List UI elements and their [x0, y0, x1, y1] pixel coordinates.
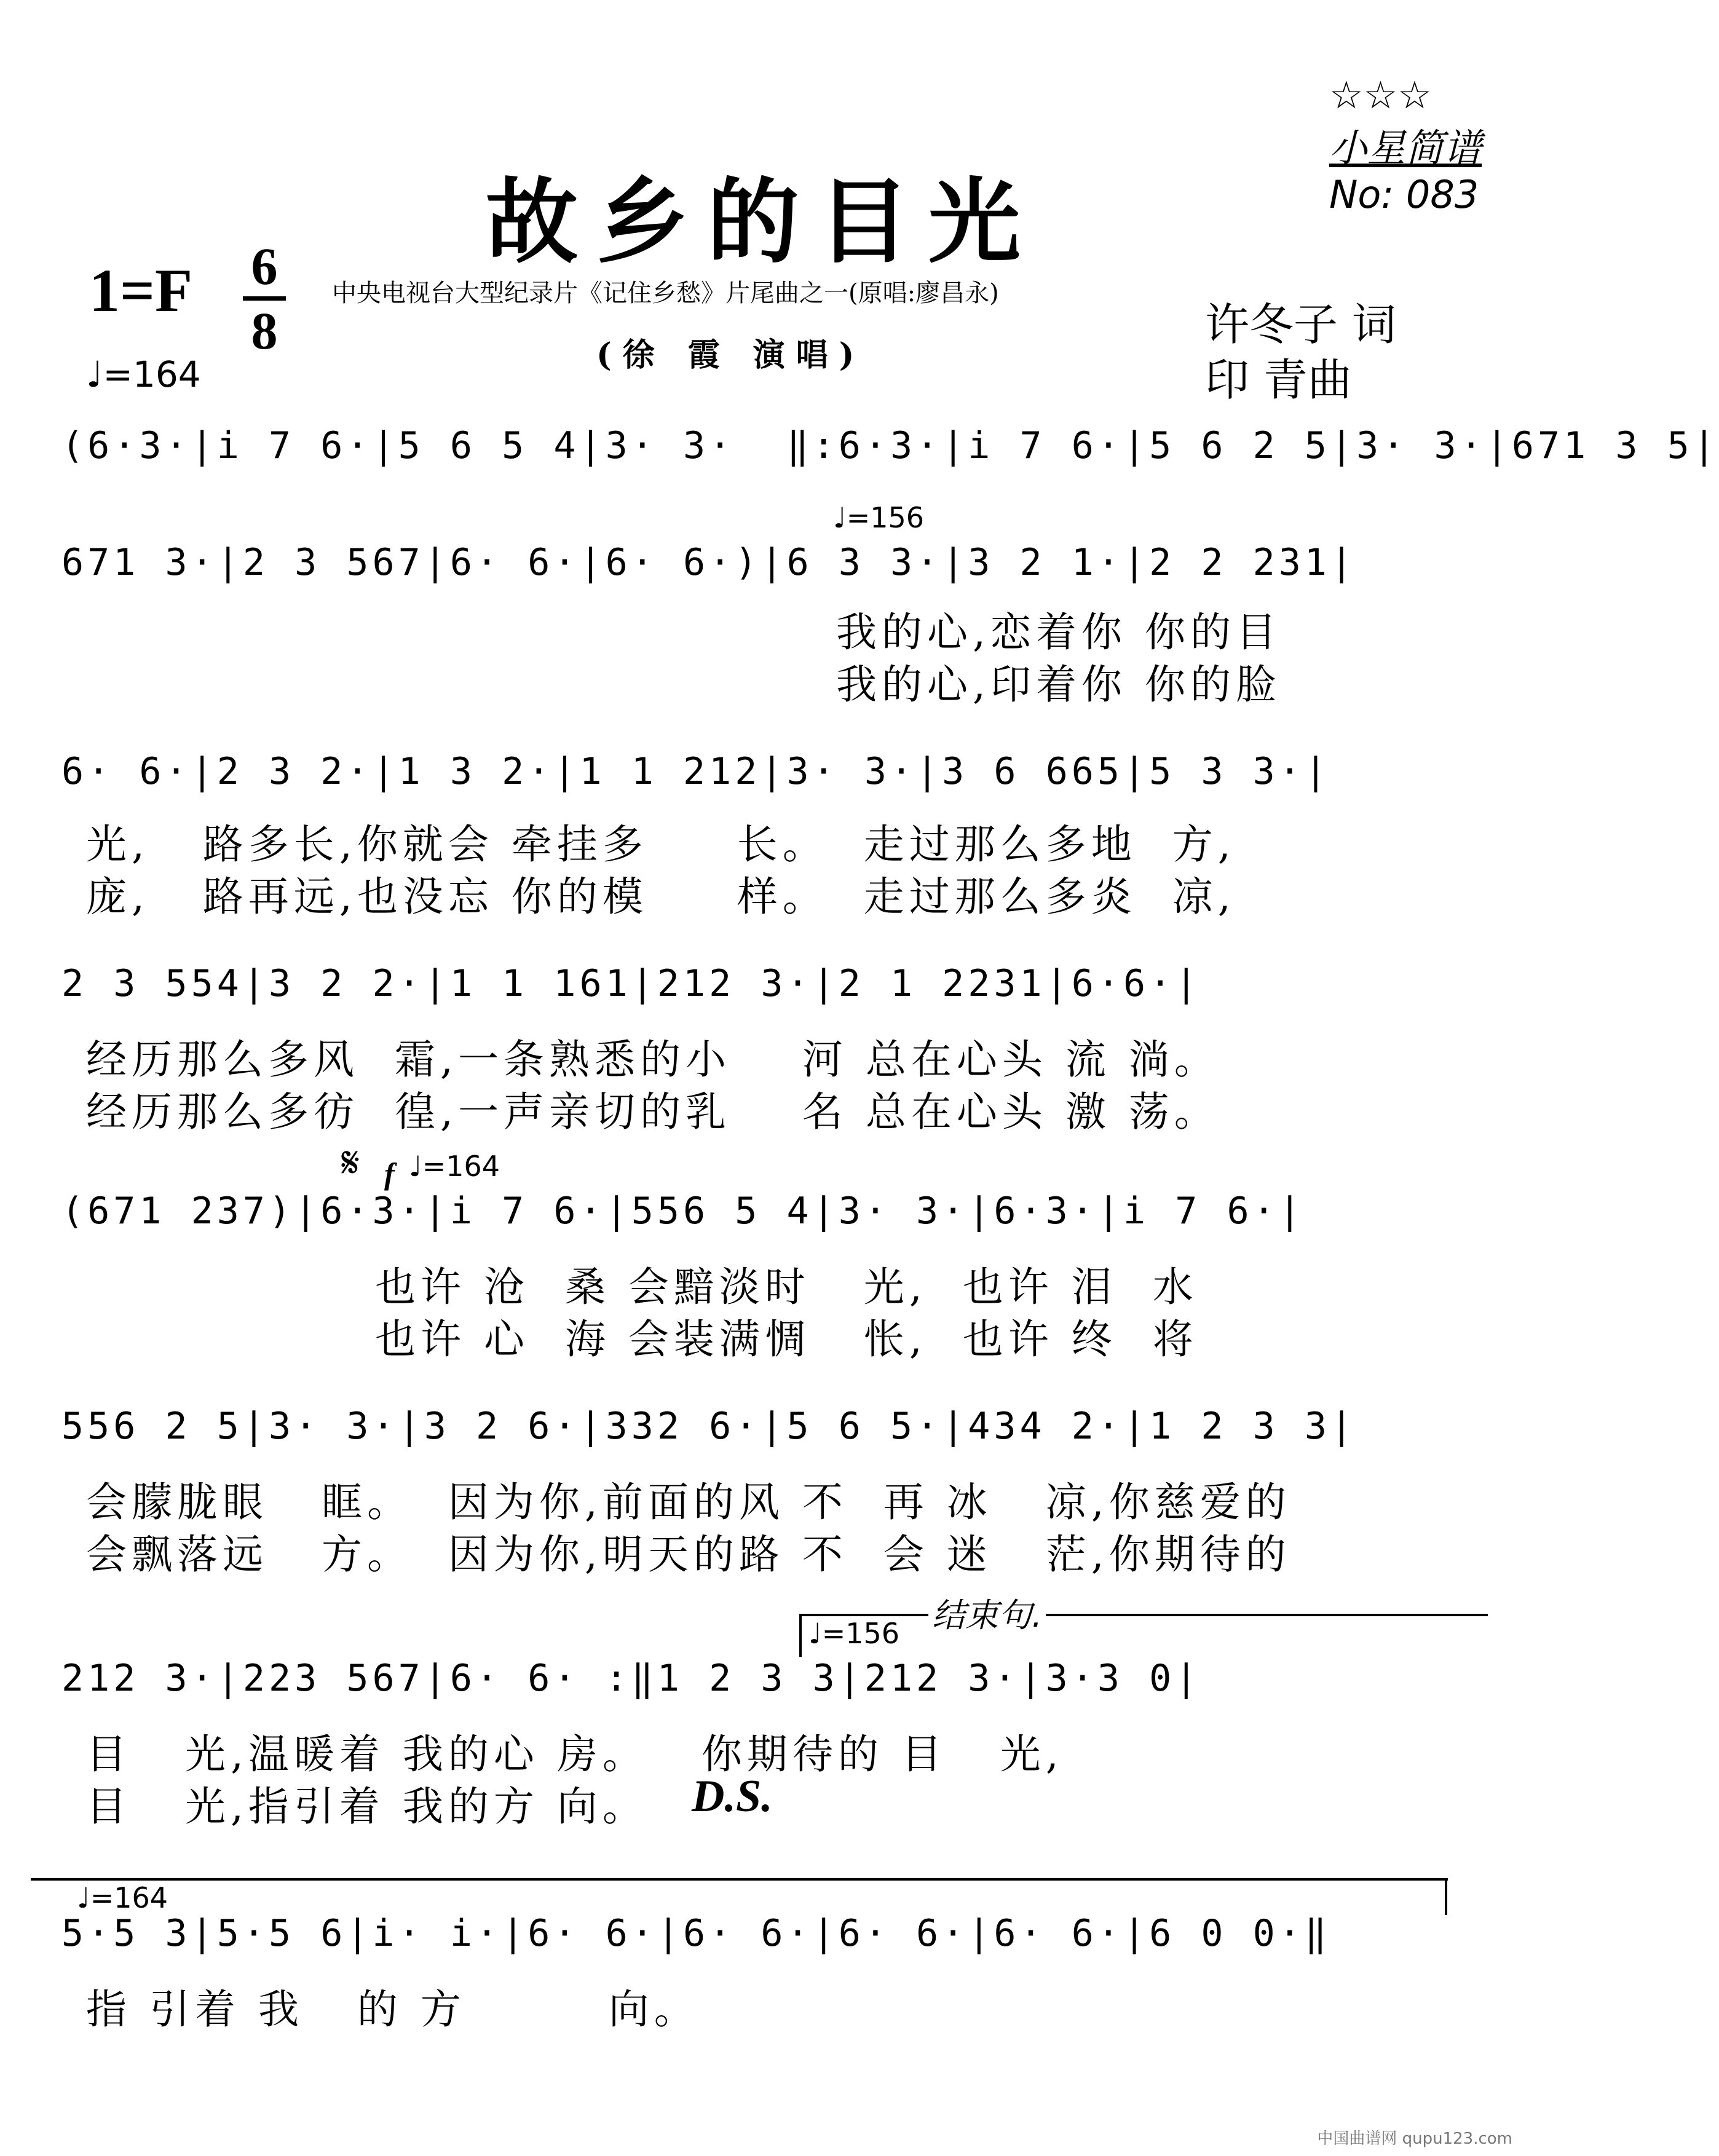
time-signature-bottom: 8 — [251, 301, 278, 360]
dynamic-forte: f — [384, 1156, 395, 1191]
lyric-line-2-verse-2: 我的心,印着你 你的脸 — [836, 661, 1281, 708]
notation-line-3: 6· 6·|2 3 2·|1 3 2·|1 1 212|3· 3·|3 6 665|5 3 3·| — [61, 750, 1331, 793]
song-title: 故乡的目光 — [485, 168, 1039, 276]
lyric-line-7-verse-2: 目 光,指引着 我的方 向。 — [86, 1783, 648, 1830]
notation-line-2: 671 3·|2 3 567|6· 6·|6· 6·)|6 3 3·|3 2 1·|2 2 231| — [61, 541, 1357, 584]
lyric-line-4-verse-2: 经历那么多彷 徨,一声亲切的乳 名 总在心头 激 荡。 — [86, 1088, 1220, 1135]
site-watermark: 中国曲谱网 qupu123.com — [1317, 2130, 1512, 2148]
tempo-verse: ♩=156 — [833, 501, 925, 534]
brand-stars: ☆☆☆ — [1329, 73, 1432, 117]
tempo-ending: ♩=156 — [808, 1617, 900, 1650]
ending-bracket — [799, 1614, 1488, 1616]
ending-label: 结束句. — [928, 1589, 1046, 1637]
lyric-line-2-verse-1: 我的心,恋着你 你的目 — [836, 609, 1281, 656]
lyric-line-3-verse-2: 庞, 路再远,也没忘 你的模 样。 走过那么多炎 凉, — [86, 873, 1236, 920]
lyric-line-6-verse-2: 会飘落远 方。 因为你,明天的路 不 会 迷 茫,你期待的 — [86, 1531, 1291, 1578]
notation-line-5: (671 237)|6·3·|i 7 6·|556 5 4|3· 3·|6·3·|i 7 6·| — [61, 1190, 1305, 1233]
lyricist-credit: 许冬子 词 — [1205, 299, 1396, 350]
coda-bracket — [31, 1878, 1448, 1881]
notation-line-8: 5·5 3|5·5 6|i· i·|6· 6·|6· 6·|6· 6·|6· 6·|6 0 0·‖ — [61, 1912, 1331, 1955]
subtitle: 中央电视台大型纪录片《记住乡愁》片尾曲之一(原唱:廖昌永) — [332, 279, 999, 307]
notation-line-1: (6·3·|i 7 6·|5 6 5 4|3· 3· ‖:6·3·|i 7 6·|5 6 2 5|3· 3·|671 3 5| — [61, 424, 1719, 467]
notation-line-7: 212 3·|223 567|6· 6· :‖1 2 3 3|212 3·|3·3 0| — [61, 1657, 1201, 1700]
composer-credit: 印 青曲 — [1205, 354, 1352, 406]
notation-line-4: 2 3 554|3 2 2·|1 1 161|212 3·|2 1 2231|6·6·| — [61, 962, 1201, 1005]
brand-name: 小星简谱 — [1329, 125, 1482, 170]
lyric-line-5-verse-2: 也许 心 海 会装满惆 怅, 也许 终 将 — [375, 1316, 1198, 1363]
time-signature-top: 6 — [251, 237, 278, 296]
tempo-coda: ♩=164 — [77, 1881, 168, 1914]
lyric-line-3-verse-1: 光, 路多长,你就会 牵挂多 长。 走过那么多地 方, — [86, 821, 1236, 868]
lyric-line-7-verse-1: 目 光,温暖着 我的心 房。 你期待的 目 光, — [86, 1731, 1064, 1778]
lyric-line-5-verse-1: 也许 沧 桑 会黯淡时 光, 也许 泪 水 — [375, 1263, 1198, 1311]
time-signature — [243, 237, 286, 360]
coda-bracket-tick — [1445, 1878, 1447, 1915]
lyric-line-4-verse-1: 经历那么多风 霜,一条熟悉的小 河 总在心头 流 淌。 — [86, 1036, 1220, 1083]
segno-mark: 𝄋 — [341, 1137, 360, 1188]
brand-number: No: 083 — [1329, 172, 1479, 217]
ds-mark: D.S. — [692, 1771, 773, 1822]
lyric-line-8: 指 引着 我 的 方 向。 — [86, 1986, 700, 2033]
lyric-line-6-verse-1: 会朦胧眼 眶。 因为你,前面的风 不 再 冰 凉,你慈爱的 — [86, 1479, 1291, 1526]
key-signature: 1=F — [89, 256, 193, 325]
ending-bracket-tick — [799, 1614, 802, 1657]
tempo-chorus: ♩=164 — [409, 1150, 500, 1183]
notation-line-6: 556 2 5|3· 3·|3 2 6·|332 6·|5 6 5·|434 2·|1 2 3 3| — [61, 1405, 1357, 1448]
fraction-bar — [243, 296, 286, 301]
performer: (徐 霞 演唱) — [596, 336, 866, 374]
tempo-start: ♩=164 — [86, 353, 201, 395]
